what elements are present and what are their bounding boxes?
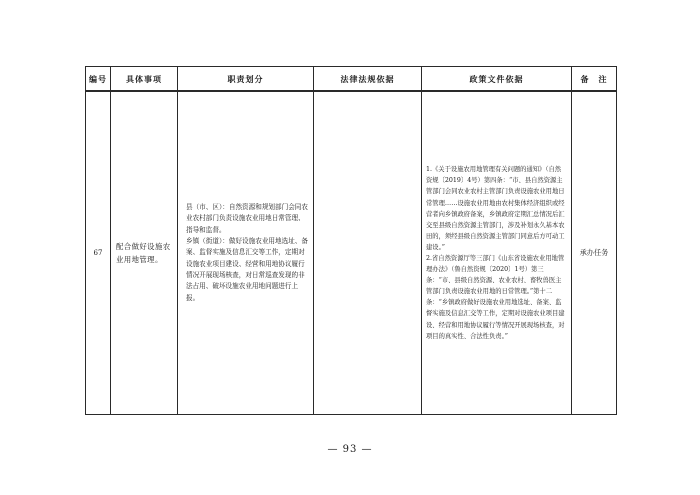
header-law: 法律法规依据 [314, 67, 422, 92]
header-number: 编号 [86, 67, 111, 92]
duty-county: 县（市、区）：自然资源和规划部门会同农业农村部门负责设施农业用地日常管理、指导和监督。 [186, 203, 308, 234]
row-note: 承办任务 [572, 92, 617, 415]
table-header-row [86, 67, 617, 92]
header-underline [85, 90, 616, 91]
duty-township: 乡镇（街道）：做好设施农业用地选址、备案、监督实施及信息汇交等工作，定期对设施农业项目建设、经营和用地协议履行情况开展现场核查，对日常巡查发现的非法占用、破坏设施农业用地问题进行上报。 [186, 237, 308, 302]
row-number: 67 [86, 92, 111, 415]
row-law [314, 92, 422, 415]
policy-item-1: 1.《关于设施农用地管理有关问题的通知》（自然资规〔2019〕4号）第四条：“市、县自然资源主管部门会同农业农村主管部门负责设施农业用地日常管理……设施农业用地由农村集体经济组织或经营者向乡镇政府备案，乡镇政府定期汇总情况后汇交至县级自然资源主管部门，涉及补划永久基本农田的，须经县级自然资源主管部门同意后方可动工建设。” [426, 166, 565, 251]
page-number: — 93 — [327, 444, 373, 455]
header-note: 备 注 [572, 67, 617, 92]
row-duty [178, 92, 314, 415]
table-row [86, 92, 617, 415]
row-policy [422, 92, 572, 415]
header-item: 具体事项 [111, 67, 178, 92]
header-policy: 政策文件依据 [422, 67, 572, 92]
responsibility-table [85, 66, 617, 415]
policy-item-2: 2.省自然资源厅等三部门《山东省设施农业用地管理办法》（鲁自然资规〔2020〕1号）第三条：“市、县级自然资源、农业农村、畜牧兽医主管部门负责设施农业用地的日常管理。”第十二条：“乡镇政府做好设施农业用地选址、备案、监督实施及信息汇交等工作，定期对设施农业项目建设、经营和用地协议履行等情况开展现场核查，对项目的真实性、合法性负责。” [426, 255, 565, 340]
row-item: 配合做好设施农业用地管理。 [111, 92, 178, 415]
header-duty: 职责划分 [178, 67, 314, 92]
